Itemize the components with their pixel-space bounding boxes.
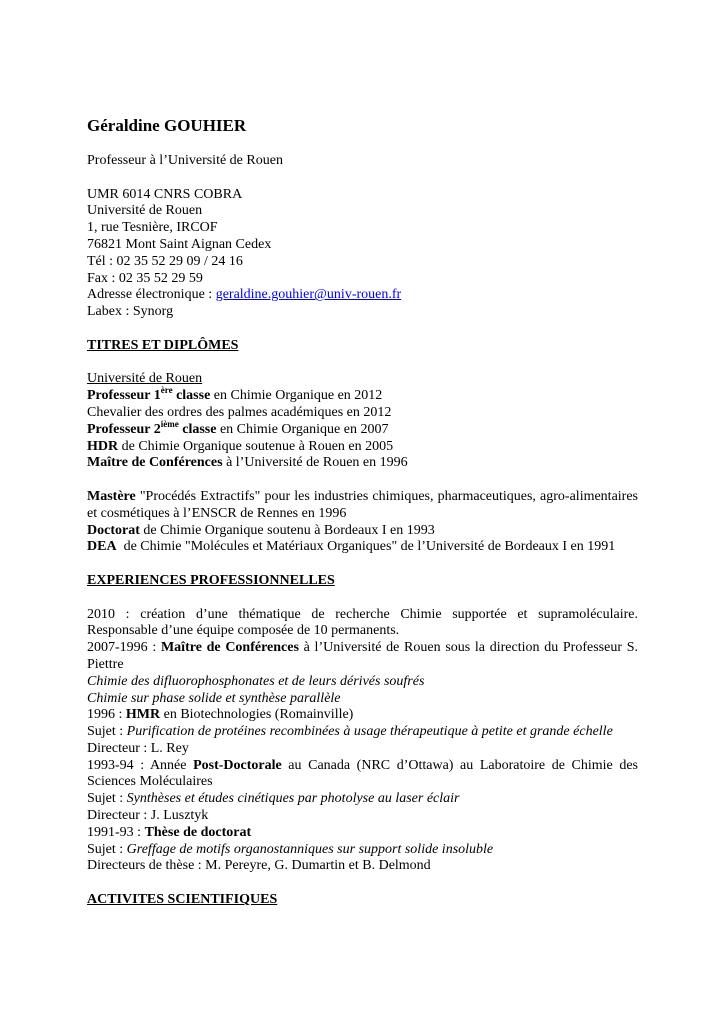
cv-content xyxy=(87,116,638,909)
experience-director: Directeur : L. Rey xyxy=(87,740,189,756)
title-item: Professeur 1ère classe en Chimie Organique en 2012 xyxy=(87,385,383,404)
fax: Fax : 02 35 52 29 59 xyxy=(87,270,203,286)
title-item: Maître de Conférences à l’Université de Rouen en 1996 xyxy=(87,455,408,471)
city: 76821 Mont Saint Aignan Cedex xyxy=(87,236,272,252)
position: Professeur à l’Université de Rouen xyxy=(87,153,283,168)
experience-item: 2007-1996 : Maître de Conférences à l’Université de Rouen sous la direction du Professeur S. Piettre xyxy=(87,640,638,672)
experience-subject: Sujet : Synthèses et études cinétiques par photolyse au laser éclair xyxy=(87,791,460,807)
telephone: Tél : 02 35 52 29 09 / 24 16 xyxy=(87,253,243,269)
experience-item: 1996 : HMR en Biotechnologies (Romainville) xyxy=(87,707,354,723)
contact-block xyxy=(87,187,638,321)
research-topic: Chimie sur phase solide et synthèse parallèle xyxy=(87,690,341,706)
lab-name: UMR 6014 CNRS COBRA xyxy=(87,186,243,202)
research-topic: Chimie des difluorophosphonates et de leurs dérivés soufrés xyxy=(87,673,425,689)
diploma-item: Mastère "Procédés Extractifs" pour les industries chimiques, pharmaceutiques, agro-alimentaires et cosmétiques à l’ENSCR de Rennes en 1996 xyxy=(87,488,638,521)
diplomas-list xyxy=(87,489,638,556)
diploma-item: Doctorat de Chimie Organique soutenu à Bordeaux I en 1993 xyxy=(87,522,435,538)
experience-item: 1991-93 : Thèse de doctorat xyxy=(87,824,252,840)
section-heading-activities: ACTIVITES SCIENTIFIQUES xyxy=(87,892,278,908)
university: Université de Rouen xyxy=(87,203,203,219)
experience-subject: Sujet : Purification de protéines recombinées à usage thérapeutique à petite et grande échelle xyxy=(87,724,613,740)
experience-director: Directeurs de thèse : M. Pereyre, G. Dumartin et B. Delmond xyxy=(87,858,431,874)
experience-director: Directeur : J. Lusztyk xyxy=(87,808,209,824)
experience-list xyxy=(87,607,638,876)
email-line xyxy=(87,287,638,304)
titles-institution: Université de Rouen xyxy=(87,371,203,387)
email-label: Adresse électronique : xyxy=(87,287,216,303)
diploma-item: DEA de Chimie "Molécules et Matériaux Organiques" de l’Université de Bordeaux I en 1991 xyxy=(87,539,616,555)
title-item: HDR de Chimie Organique soutenue à Rouen en 2005 xyxy=(87,438,394,454)
experience-item: 2010 : création d’une thématique de recherche Chimie supportée et supramoléculaire. Responsable d’une équipe composée de 10 permanents. xyxy=(87,606,638,639)
titles-list xyxy=(87,371,638,472)
street: 1, rue Tesnière, IRCOF xyxy=(87,220,218,236)
email-link[interactable]: geraldine.gouhier@univ-rouen.fr xyxy=(215,287,402,303)
experience-item: 1993-94 : Année Post-Doctorale au Canada (NRC d’Ottawa) au Laboratoire de Chimie des Sciences Moléculaires xyxy=(87,757,638,790)
person-name: Géraldine GOUHIER xyxy=(87,116,247,135)
title-item: Professeur 2ième classe en Chimie Organique en 2007 xyxy=(87,418,389,437)
experience-subject: Sujet : Greffage de motifs organostanniques sur support solide insoluble xyxy=(87,841,494,857)
labex: Labex : Synorg xyxy=(87,304,174,320)
section-heading-experience: EXPERIENCES PROFESSIONNELLES xyxy=(87,572,335,588)
title-item: Chevalier des ordres des palmes académiques en 2012 xyxy=(87,404,392,420)
section-heading-titles: TITRES ET DIPLÔMES xyxy=(87,337,239,353)
